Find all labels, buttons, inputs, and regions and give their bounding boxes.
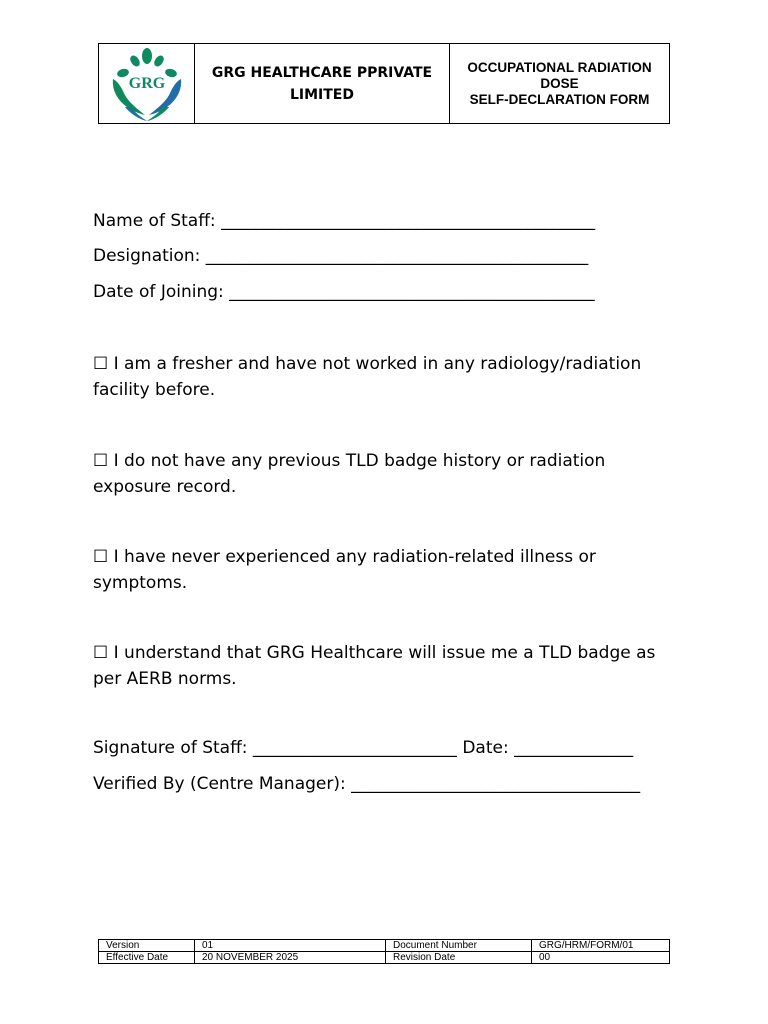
verified-by-field[interactable]: Verified By (Centre Manager): __________________________________ <box>93 774 641 794</box>
declaration-no-illness[interactable]: ☐ I have never experienced any radiation-related illness or symptoms. <box>93 547 596 593</box>
document-control-table <box>98 939 670 964</box>
form-title-line1: OCCUPATIONAL RADIATION DOSE <box>467 59 652 91</box>
form-header <box>98 43 670 124</box>
name-of-staff-field[interactable]: Name of Staff: ____________________________________________ <box>93 211 596 231</box>
version-label: Version <box>99 940 195 952</box>
footer-row-version <box>99 940 670 952</box>
form-title-line2: SELF-DECLARATION FORM <box>469 91 650 107</box>
revision-date-value: 00 <box>532 952 670 964</box>
declaration-fresher[interactable]: ☐ I am a fresher and have not worked in any radiology/radiation facility before. <box>93 354 642 400</box>
revision-date-label: Revision Date <box>386 952 532 964</box>
designation-field[interactable]: Designation: _____________________________________________ <box>93 246 589 266</box>
company-logo <box>105 45 189 123</box>
effective-date-label: Effective Date <box>99 952 195 964</box>
version-value: 01 <box>195 940 386 952</box>
effective-date-value: 20 NOVEMBER 2025 <box>195 952 386 964</box>
declaration-no-tld-history[interactable]: ☐ I do not have any previous TLD badge history or radiation exposure record. <box>93 451 606 497</box>
date-of-joining-field[interactable]: Date of Joining: ___________________________________________ <box>93 282 595 302</box>
logo-cell <box>99 44 195 123</box>
document-number-label: Document Number <box>386 940 532 952</box>
logo-text: GRG <box>128 74 165 92</box>
footer-row-effective-date <box>99 952 670 964</box>
company-name: GRG HEALTHCARE PPRIVATE LIMITED <box>195 44 450 123</box>
declaration-tld-issue[interactable]: ☐ I understand that GRG Healthcare will issue me a TLD badge as per AERB norms. <box>93 643 656 689</box>
document-number-value: GRG/HRM/FORM/01 <box>532 940 670 952</box>
staff-signature-field[interactable]: Signature of Staff: ________________________ Date: ______________ <box>93 738 634 758</box>
form-title <box>450 44 669 123</box>
